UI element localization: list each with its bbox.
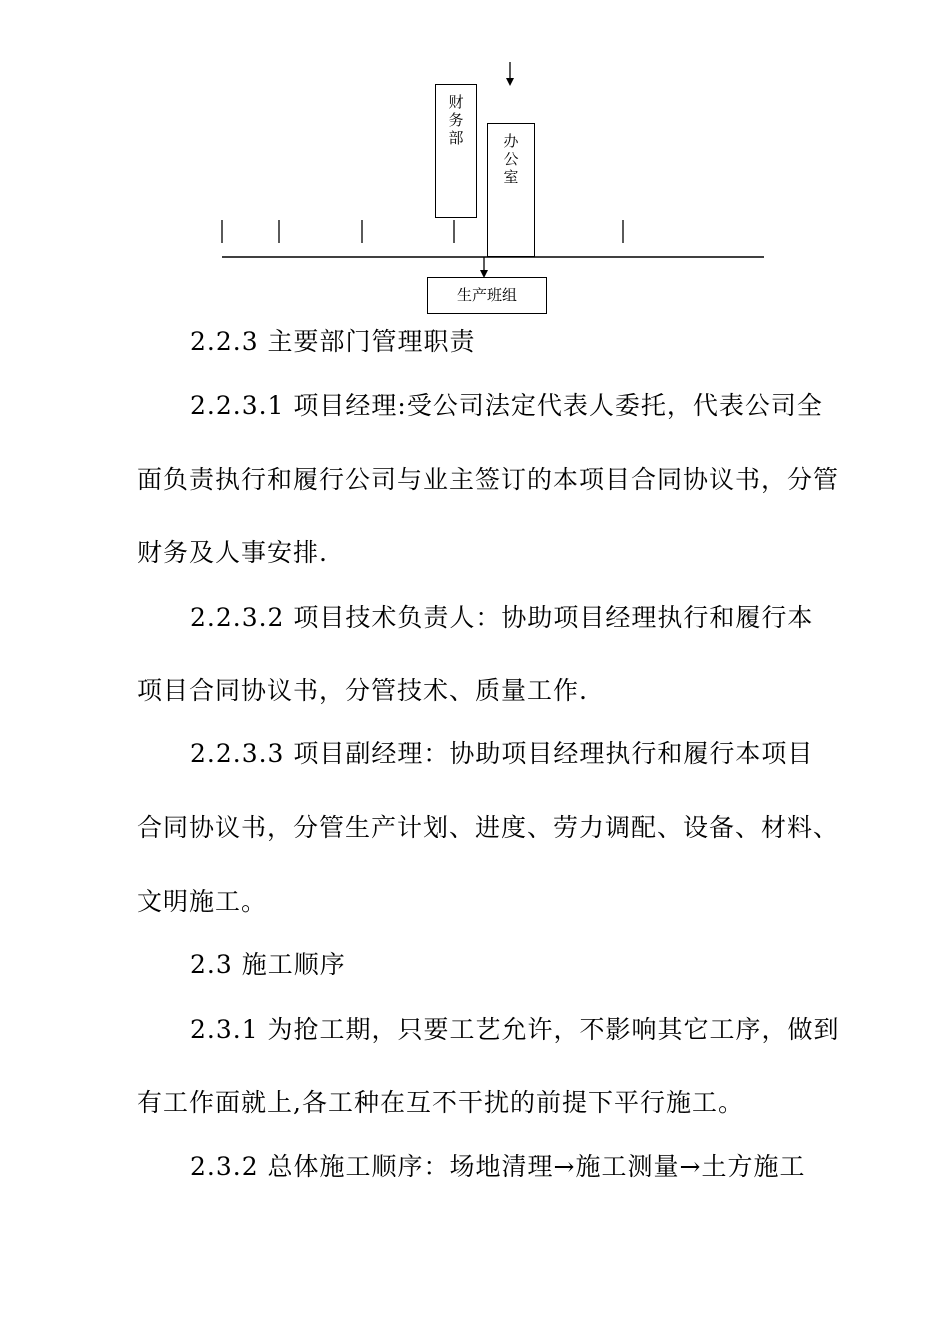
para-2-3-1-line1: 2.3.1 为抢工期，只要工艺允许，不影响其它工序，做到 [190,1015,840,1044]
office-box [487,123,535,257]
para-2-2-3-1-line3: 财务及人事安排. [137,538,328,567]
finance-label: 财 务 部 [448,93,464,147]
para-2-2-3-2-line2: 项目合同协议书，分管技术、质量工作. [137,676,588,705]
para-2-2-3-3-line1: 2.2.3.3 项目副经理：协助项目经理执行和履行本项目 [190,739,814,768]
para-2-3-1-line2: 有工作面就上,各工种在互不干扰的前提下平行施工。 [137,1088,744,1117]
para-2-2-3-3-line2: 合同协议书，分管生产计划、进度、劳力调配、设备、材料、 [137,813,840,842]
org-chart [0,0,950,320]
top-arrow-head [506,78,514,86]
para-2-3-2-line1: 2.3.2 总体施工顺序：场地清理→施工测量→土方施工 [190,1152,806,1181]
production-box [427,277,547,314]
office-label: 办 公 室 [503,132,519,186]
para-2-2-3-1-line2: 面负责执行和履行公司与业主签订的本项目合同协议书，分管 [137,465,840,494]
finance-box [435,84,477,218]
para-2-2-3-1-line1: 2.2.3.1 项目经理:受公司法定代表人委托，代表公司全 [190,391,823,420]
heading-2-2-3: 2.2.3 主要部门管理职责 [190,327,476,356]
heading-2-3: 2.3 施工顺序 [190,950,346,979]
production-label: 生产班组 [456,286,517,304]
para-2-2-3-3-line3: 文明施工。 [137,887,268,916]
para-2-2-3-2-line1: 2.2.3.2 项目技术负责人：协助项目经理执行和履行本 [190,603,814,632]
